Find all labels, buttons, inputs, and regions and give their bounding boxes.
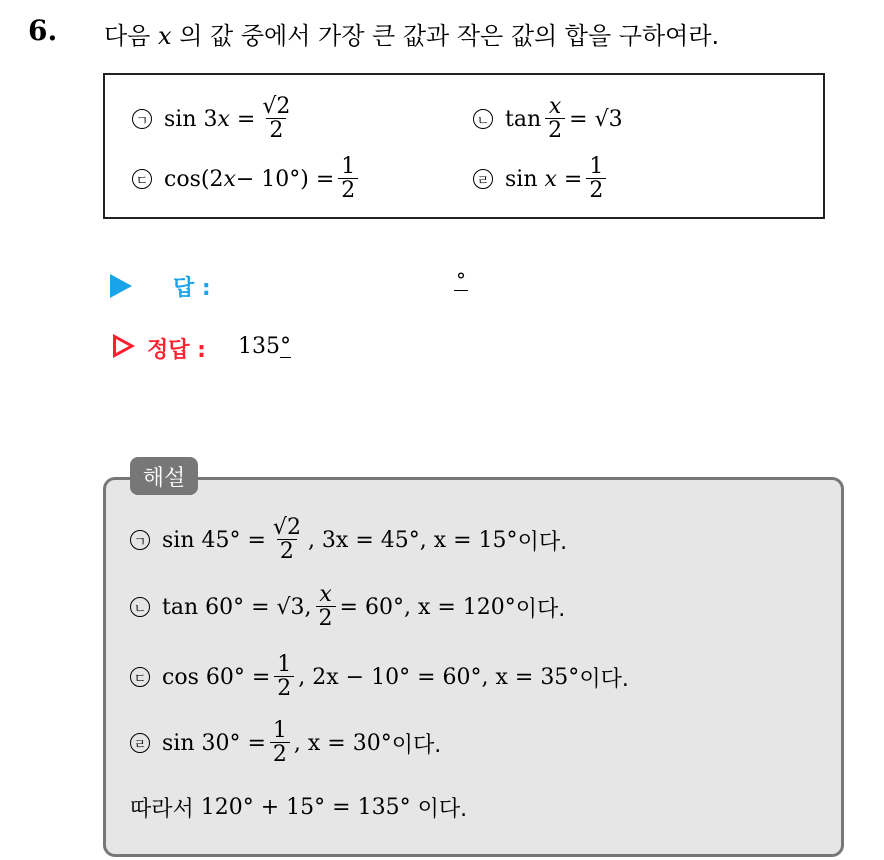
correct-label: 정답 : (147, 338, 206, 363)
option-b: ㄴ tan $\frac{x}{2}$ = √3 (473, 95, 623, 143)
question-number: 6. (28, 14, 58, 47)
solution-marker-a: ㄱ (130, 530, 150, 550)
option-marker-d: ㄹ (473, 169, 493, 189)
solution-marker-b: ㄴ (130, 597, 150, 617)
option-a: ㄱ sin 3 x = $\frac{√2}{2}$ (132, 95, 297, 143)
option-d: ㄹ sin x = $\frac{1}{2}$ (473, 155, 610, 203)
solution-line-3: ㄷ cos 60° = $\frac{1}{2}$ , 2x − 10° = 60°, x = 35° 이다. (130, 653, 629, 701)
correct-arrow-icon (113, 334, 135, 358)
question-text: 다음 x 의 값 중에서 가장 큰 값과 작은 값의 합을 구하여라. (104, 22, 720, 50)
answer-label: 답 : (173, 276, 211, 301)
answer-arrow-icon (110, 274, 132, 298)
solution-tag: 해설 (130, 457, 198, 495)
option-marker-a: ㄱ (132, 109, 152, 129)
solution-marker-c: ㄷ (130, 667, 150, 687)
option-marker-c: ㄷ (132, 169, 152, 189)
answer-blank[interactable] (452, 268, 470, 291)
solution-line-4: ㄹ sin 30° = $\frac{1}{2}$ , x = 30° 이다. (130, 719, 441, 767)
option-c: ㄷ cos(2 x − 10°) = $\frac{1}{2}$ (132, 155, 362, 203)
solution-line-1: ㄱ sin 45° = $\frac{√2}{2}$ , 3x = 45°, x = 15° 이다. (130, 516, 567, 564)
solution-line-2: ㄴ tan 60° = √3, $\frac{x}{2}$ = 60°, x = 120° 이다. (130, 583, 565, 631)
option-marker-b: ㄴ (473, 109, 493, 129)
solution-marker-d: ㄹ (130, 733, 150, 753)
answer-degree: ° (456, 268, 466, 292)
correct-value: 135° (238, 334, 291, 359)
solution-conclusion: 따라서 120° + 15° = 135° 이다. (130, 795, 468, 822)
